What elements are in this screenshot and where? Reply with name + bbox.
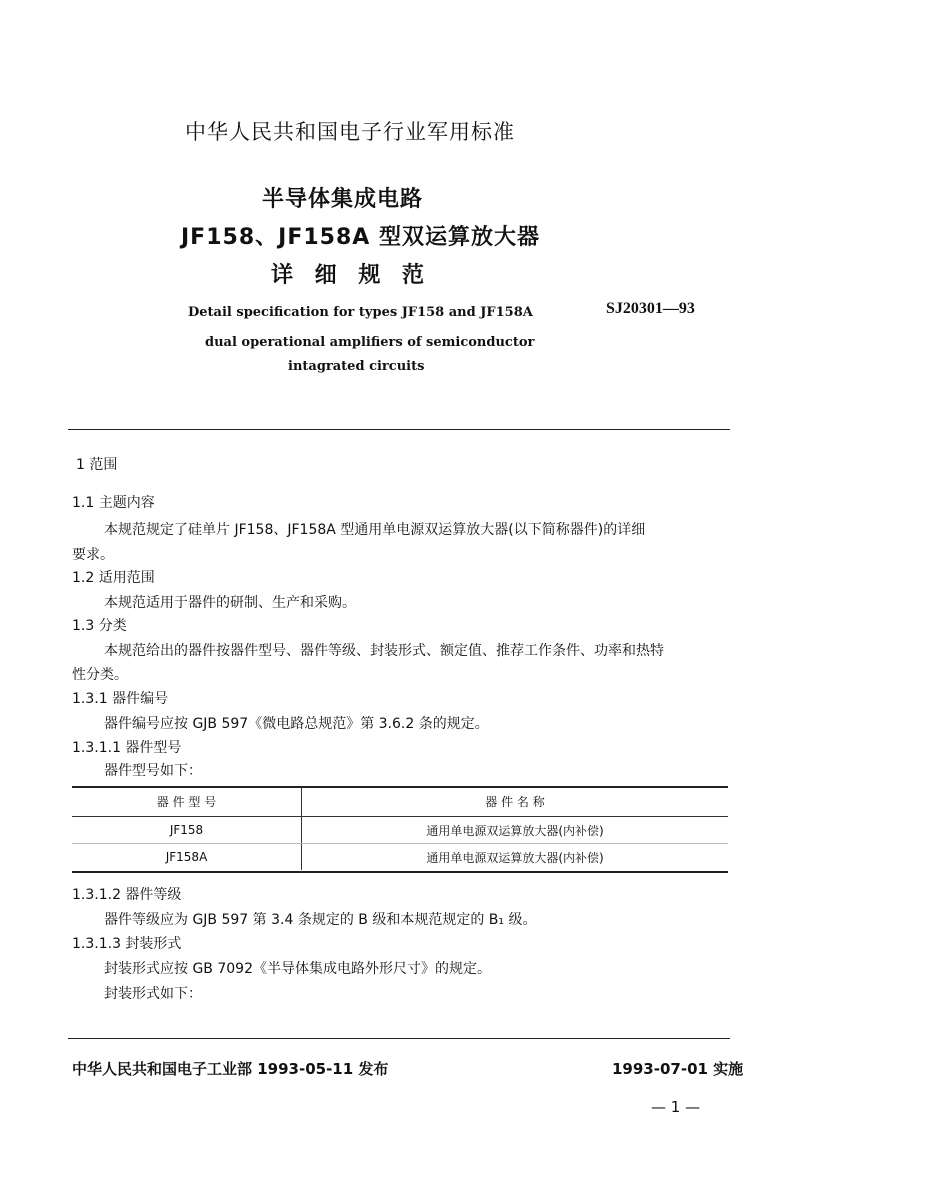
english-title-line-2: dual operational amplifiers of semiconductor <box>205 335 535 350</box>
section-1-3-1-3-text-line-2: 封装形式如下： <box>104 986 202 1002</box>
table-row <box>72 817 728 844</box>
table-header-name: 器 件 名 称 <box>302 787 729 817</box>
title-line-2: JF158、JF158A 型双运算放大器 <box>181 225 540 250</box>
section-1-3-1-1-text: 器件型号如下： <box>104 763 202 779</box>
section-1-heading: 1 范围 <box>76 457 118 473</box>
section-1-1-text-line-1: 本规范规定了硅单片 JF158、JF158A 型通用单电源双运算放大器(以下简称器件)的详细 <box>104 522 646 538</box>
section-1-3-1-text: 器件编号应按 GJB 597《微电路总规范》第 3.6.2 条的规定。 <box>104 716 489 732</box>
device-type-table <box>72 787 728 870</box>
section-1-1-heading: 1.1 主题内容 <box>72 495 155 511</box>
english-title-line-3: intagrated circuits <box>288 359 425 374</box>
section-1-2-heading: 1.2 适用范围 <box>72 570 155 586</box>
standard-header: 中华人民共和国电子行业军用标准 <box>185 120 515 144</box>
table-cell-name: 通用单电源双运算放大器(内补偿) <box>302 817 729 844</box>
effective-date: 1993-07-01 实施 <box>612 1060 744 1078</box>
issue-date: 中华人民共和国电子工业部 1993-05-11 发布 <box>72 1060 389 1078</box>
section-1-2-text: 本规范适用于器件的研制、生产和采购。 <box>104 595 356 611</box>
table-header-type: 器 件 型 号 <box>72 787 302 817</box>
section-1-3-text-line-2: 性分类。 <box>72 667 128 683</box>
table-cell-type: JF158 <box>72 817 302 844</box>
section-1-3-1-2-text: 器件等级应为 GJB 597 第 3.4 条规定的 B 级和本规范规定的 B₁ 级。 <box>104 912 537 928</box>
page-number: — 1 — <box>651 1098 701 1116</box>
section-1-3-heading: 1.3 分类 <box>72 618 127 634</box>
table-row <box>72 844 728 871</box>
table-bottom-rule <box>72 871 728 873</box>
title-line-3: 详 细 规 范 <box>271 263 424 288</box>
table-cell-name: 通用单电源双运算放大器(内补偿) <box>426 850 604 865</box>
section-1-3-1-heading: 1.3.1 器件编号 <box>72 691 169 707</box>
section-1-3-1-3-text-line-1: 封装形式应按 GB 7092《半导体集成电路外形尺寸》的规定。 <box>104 961 491 977</box>
section-1-3-text-line-1: 本规范给出的器件按器件型号、器件等级、封装形式、额定值、推荐工作条件、功率和热特 <box>104 643 664 659</box>
section-1-1-text-line-2: 要求。 <box>72 547 114 563</box>
section-1-3-1-3-heading: 1.3.1.3 封装形式 <box>72 936 182 952</box>
title-line-1: 半导体集成电路 <box>262 187 424 212</box>
footer-divider <box>68 1038 730 1039</box>
section-1-3-1-1-heading: 1.3.1.1 器件型号 <box>72 740 182 756</box>
section-1-3-1-2-heading: 1.3.1.2 器件等级 <box>72 887 182 903</box>
header-divider <box>68 429 730 430</box>
standard-code: SJ20301—93 <box>606 300 695 317</box>
table-cell-type: JF158A <box>72 844 302 871</box>
english-title-line-1: Detail specification for types JF158 and JF158A <box>188 305 533 320</box>
